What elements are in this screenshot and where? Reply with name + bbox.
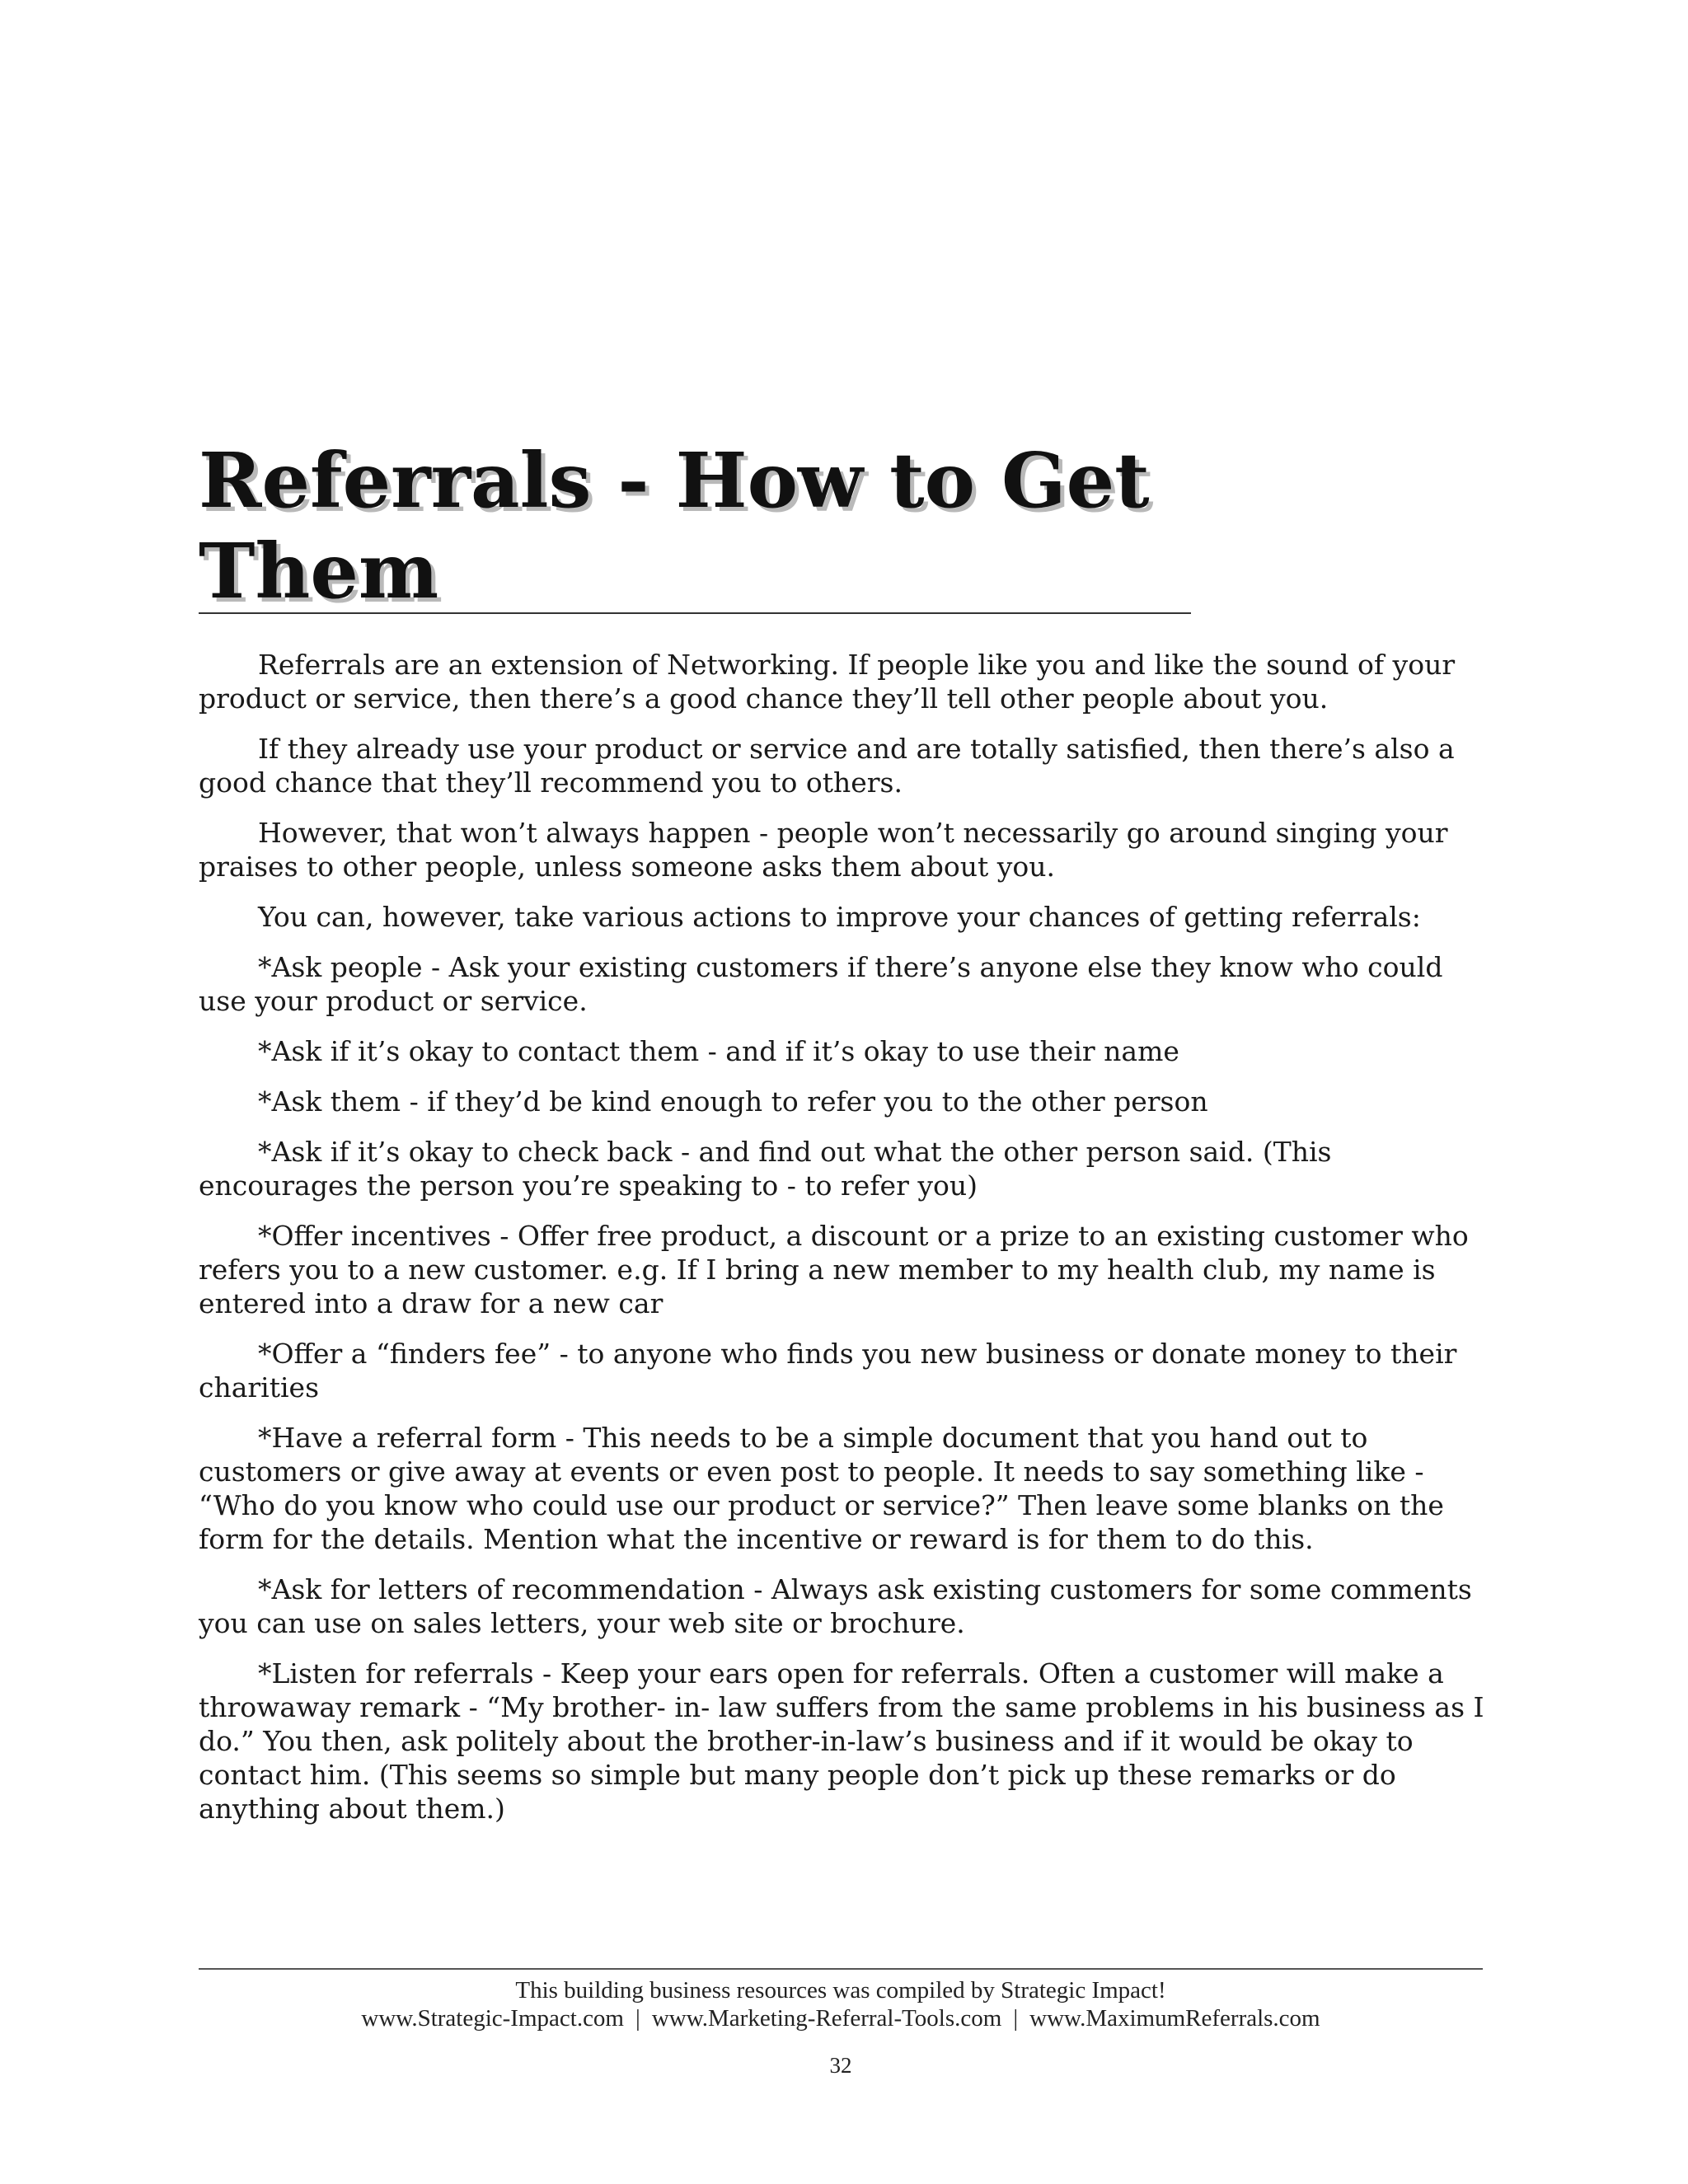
tip-offer-incentives: *Offer incentives - Offer free product, a discount or a prize to an existing customer who refers you to a new customer. e.g. If I bring a new member to my health club, my name is entered into a draw for a new car <box>199 1220 1469 1319</box>
tip-listen-for-referrals: *Listen for referrals - Keep your ears open for referrals. Often a customer will make a throwaway remark - “My brother- in- law suffers from the same problems in his business as I do.” You then, ask politely about the brother-in-law’s business and if it would be okay to contact him. (This seems so simple but many people don’t pick up these remarks or do anything about them.) <box>199 1657 1484 1825</box>
page-title-line-1: Referrals - How to Get <box>199 436 1150 525</box>
footer-divider <box>199 1968 1483 1970</box>
page-title <box>199 435 1270 616</box>
paragraph-however: However, that won’t always happen - people won’t necessarily go around singing your praises to other people, unless someone asks them about you. <box>199 817 1448 883</box>
footer-separator: | <box>635 2005 640 2032</box>
paragraph-actions-intro: You can, however, take various actions to improve your chances of getting referrals: <box>258 901 1421 933</box>
footer-link-marketing-referral-tools[interactable]: www.Marketing-Referral-Tools.com <box>651 2005 1002 2032</box>
tip-ask-contact: *Ask if it’s okay to contact them - and if it’s okay to use their name <box>258 1035 1179 1067</box>
footer-separator: | <box>1013 2005 1019 2032</box>
footer-link-strategic-impact[interactable]: www.Strategic-Impact.com <box>361 2005 624 2032</box>
body-text <box>199 648 1493 1842</box>
paragraph-satisfied-customers: If they already use your product or service and are totally satisfied, then there’s also a good chance that they’ll recommend you to others. <box>199 733 1455 799</box>
page-title-line-2: Them <box>199 527 439 616</box>
tip-ask-people: *Ask people - Ask your existing customers if there’s anyone else they know who could use your product or service. <box>199 951 1443 1017</box>
tip-finders-fee: *Offer a “finders fee” - to anyone who finds you new business or donate money to their charities <box>199 1338 1457 1404</box>
page-number: 32 <box>829 2053 852 2078</box>
footer-links <box>199 2004 1483 2032</box>
tip-referral-form: *Have a referral form - This needs to be a simple document that you hand out to customers or give away at events or even post to people. It needs to say something like - “Who do you know who could use our product or service?” Then leave some blanks on the form for the details. Mention what the incentive or reward is for them to do this. <box>199 1422 1444 1555</box>
tip-ask-refer: *Ask them - if they’d be kind enough to refer you to the other person <box>258 1085 1208 1118</box>
title-underline-divider <box>199 612 1191 614</box>
footer-credit: This building business resources was compiled by Strategic Impact! <box>515 1977 1166 2004</box>
tip-check-back: *Ask if it’s okay to check back - and find out what the other person said. (This encourages the person you’re speaking to - to refer you) <box>199 1136 1332 1202</box>
paragraph-intro: Referrals are an extension of Networking. If people like you and like the sound of your product or service, then there’s a good chance they’ll tell other people about you. <box>199 649 1456 715</box>
tip-letters-of-recommendation: *Ask for letters of recommendation - Always ask existing customers for some comments you can use on sales letters, your web site or brochure. <box>199 1573 1472 1639</box>
footer-link-maximum-referrals[interactable]: www.MaximumReferrals.com <box>1029 2005 1320 2032</box>
